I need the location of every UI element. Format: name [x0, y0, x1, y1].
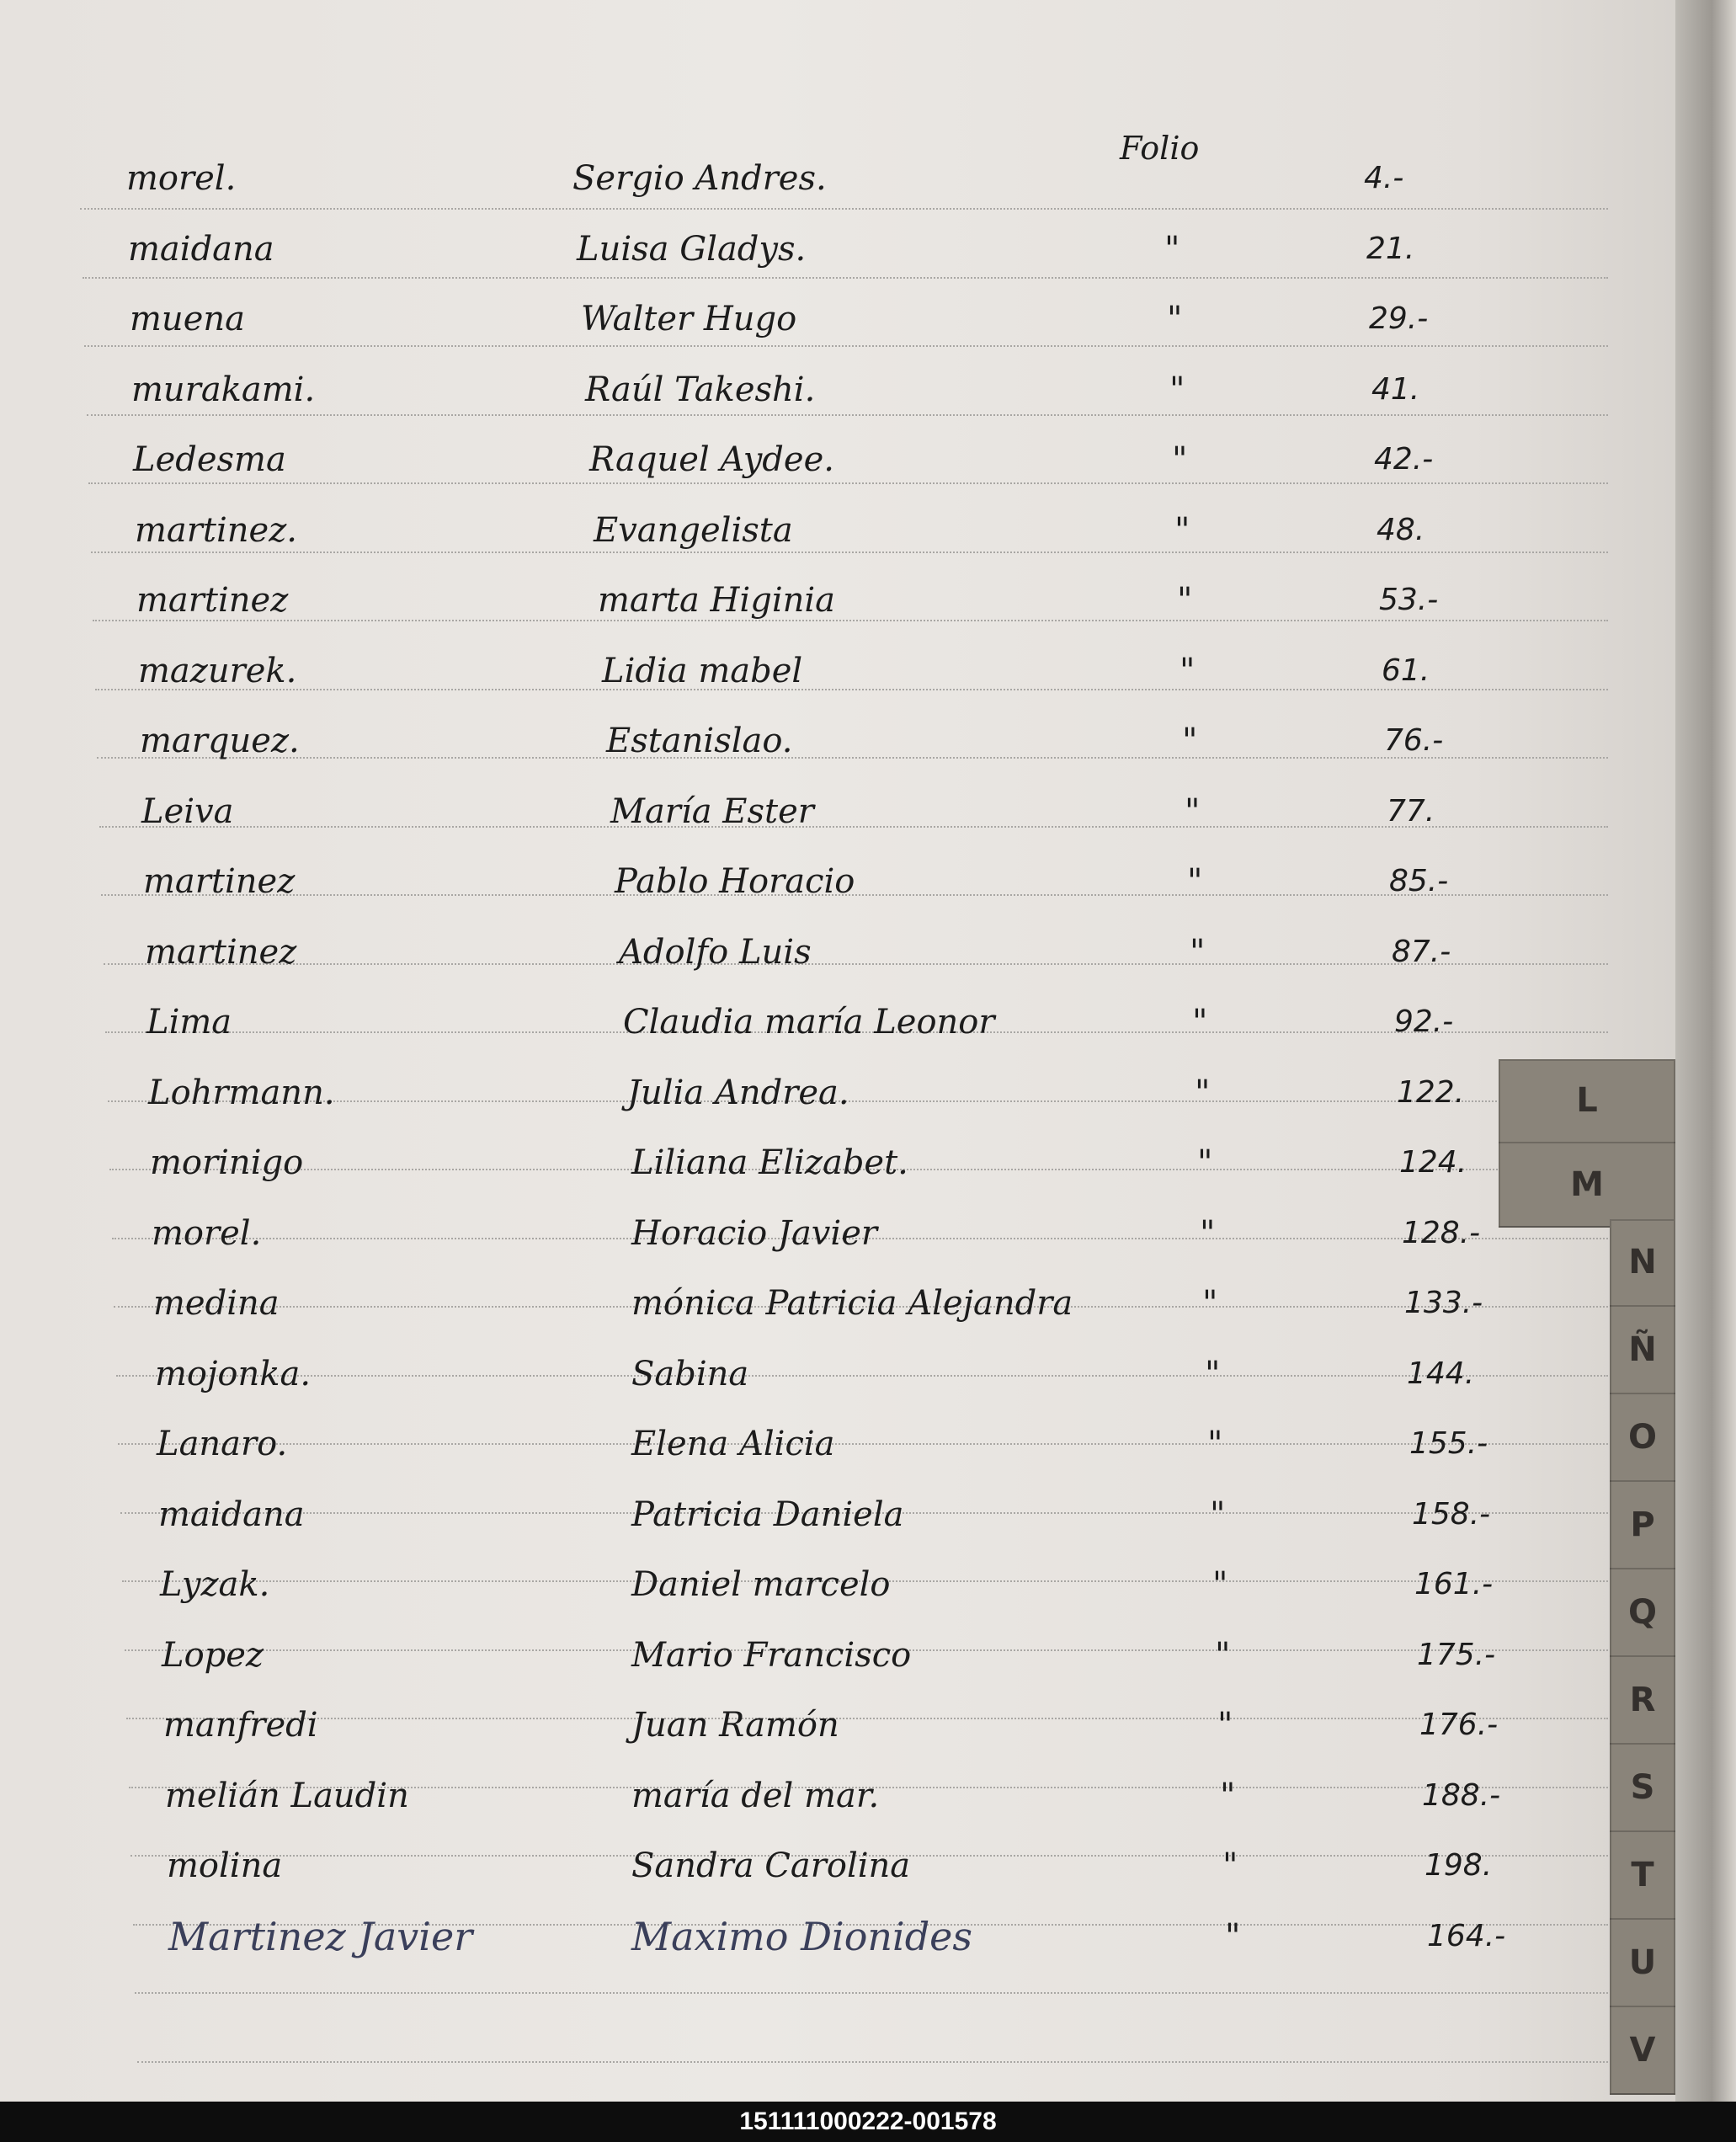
document-id-footer: 151111000222-001578 [0, 2102, 1736, 2142]
ruled-line [97, 757, 1608, 759]
index-tab-letter: Q [1610, 1569, 1675, 1657]
given-names-cell: Liliana Elizabet. [631, 1143, 908, 1182]
folio-column-header: Folio [1120, 130, 1200, 167]
surname-cell: morinigo [150, 1143, 304, 1182]
surname-cell: Ledesma [133, 440, 286, 479]
index-tab-letter: V [1610, 2007, 1675, 2095]
folio-number-cell: 133.- [1404, 1286, 1483, 1320]
given-names-cell: Julia Andrea. [627, 1074, 849, 1112]
index-tab[interactable] [1499, 1059, 1675, 1228]
ditto-mark: " [1212, 1565, 1228, 1604]
given-names-cell: Horacio Javier [631, 1214, 877, 1253]
surname-cell: Lyzak. [160, 1565, 270, 1604]
folio-number-cell: 144. [1407, 1356, 1475, 1391]
given-names-cell: Adolfo Luis [619, 933, 812, 972]
ruled-line [91, 551, 1609, 553]
folio-number-cell: 188.- [1422, 1778, 1501, 1813]
ditto-mark: " [1217, 1706, 1233, 1745]
ditto-mark: " [1180, 652, 1195, 690]
ditto-mark: " [1215, 1636, 1231, 1675]
surname-cell: muena [130, 300, 245, 338]
given-names-cell: Daniel marcelo [631, 1565, 891, 1604]
index-tab-letter: L [1499, 1059, 1675, 1143]
given-names-cell: Walter Hugo [581, 300, 797, 338]
given-names-cell: Sergio Andres. [572, 159, 827, 198]
surname-cell: Lopez [162, 1636, 264, 1675]
index-tab-letter: M [1499, 1143, 1675, 1228]
ruled-line [135, 1992, 1608, 1994]
index-tab-letter: R [1610, 1657, 1675, 1745]
surname-cell: martinez [143, 862, 296, 901]
folio-number-cell: 42.- [1374, 442, 1434, 477]
ditto-mark: " [1164, 230, 1180, 269]
surname-cell: maidana [128, 230, 274, 269]
surname-cell: Lima [146, 1003, 232, 1042]
given-names-cell: Raquel Aydee. [589, 440, 834, 479]
surname-cell: martinez [145, 933, 297, 972]
ditto-mark: " [1187, 862, 1203, 901]
given-names-cell: Raúl Takeshi. [585, 370, 816, 409]
ditto-mark: " [1220, 1777, 1236, 1815]
ruled-line [88, 482, 1608, 484]
surname-cell: murakami. [131, 370, 316, 409]
ditto-mark: " [1174, 511, 1190, 550]
given-names-cell: María Ester [610, 792, 814, 831]
ruled-line [104, 963, 1609, 965]
ruled-line [80, 208, 1608, 210]
given-names-cell: Maximo Dionides [631, 1914, 973, 1959]
ditto-mark: " [1222, 1846, 1238, 1885]
ruled-line [137, 2061, 1609, 2063]
index-tab-letter: T [1610, 1832, 1675, 1920]
surname-cell: mojonka. [155, 1355, 312, 1393]
folio-number-cell: 77. [1387, 794, 1435, 829]
surname-cell: martinez. [135, 511, 297, 550]
surname-cell: marquez. [140, 722, 300, 760]
page-edge [1675, 0, 1736, 2102]
folio-number-cell: 87.- [1392, 935, 1451, 969]
folio-number-cell: 85.- [1389, 864, 1449, 898]
index-tab-letter: U [1610, 1920, 1675, 2007]
surname-cell: medina [153, 1284, 280, 1323]
folio-number-cell: 61. [1382, 653, 1430, 688]
given-names-cell: Sandra Carolina [631, 1846, 911, 1885]
ditto-mark: " [1177, 581, 1193, 620]
ditto-mark: " [1185, 792, 1201, 831]
given-names-cell: Elena Alicia [631, 1425, 835, 1463]
ruled-line [118, 1443, 1608, 1445]
ditto-mark: " [1205, 1355, 1221, 1393]
ruled-line [99, 826, 1609, 828]
ditto-mark: " [1167, 300, 1183, 338]
folio-number-cell: 29.- [1369, 301, 1429, 336]
given-names-cell: mónica Patricia Alejandra [631, 1284, 1073, 1323]
folio-number-cell: 164.- [1427, 1919, 1506, 1953]
ruled-line [126, 1718, 1608, 1719]
index-tab-letter: O [1610, 1394, 1675, 1482]
folio-number-cell: 48. [1377, 513, 1425, 547]
ditto-mark: " [1197, 1143, 1213, 1182]
given-names-cell: marta Higinia [598, 581, 836, 620]
folio-number-cell: 21. [1366, 232, 1415, 266]
index-tab-letter: P [1610, 1482, 1675, 1569]
ditto-mark: " [1225, 1917, 1241, 1956]
given-names-cell: Patricia Daniela [631, 1495, 904, 1534]
given-names-cell: Sabina [631, 1355, 749, 1393]
folio-number-cell: 41. [1371, 372, 1420, 407]
given-names-cell: Evangelista [594, 511, 793, 550]
surname-cell: melián Laudin [165, 1777, 409, 1815]
folio-number-cell: 92.- [1394, 1004, 1454, 1039]
surname-cell: manfredi [163, 1706, 318, 1745]
given-names-cell: Pablo Horacio [615, 862, 855, 901]
index-tab-letter: S [1610, 1745, 1675, 1832]
folio-number-cell: 76.- [1384, 723, 1444, 758]
surname-cell: Lanaro. [157, 1425, 288, 1463]
ditto-mark: " [1210, 1495, 1226, 1534]
surname-cell: morel. [152, 1214, 262, 1253]
surname-cell: morel. [126, 159, 237, 198]
folio-number-cell: 161.- [1414, 1567, 1494, 1601]
folio-number-cell: 176.- [1419, 1708, 1499, 1742]
folio-number-cell: 122. [1397, 1075, 1465, 1110]
folio-number-cell: 198. [1424, 1848, 1493, 1883]
folio-number-cell: 155.- [1409, 1426, 1488, 1461]
surname-cell: Martinez Javier [168, 1914, 473, 1959]
surname-cell: Leiva [141, 792, 234, 831]
ruled-line [87, 414, 1609, 416]
given-names-cell: Mario Francisco [631, 1636, 912, 1675]
folio-number-cell: 124. [1399, 1145, 1467, 1180]
ditto-mark: " [1172, 440, 1188, 479]
given-names-cell: Luisa Gladys. [577, 230, 807, 269]
ruled-line [116, 1375, 1609, 1377]
folio-number-cell: 158.- [1412, 1497, 1491, 1532]
ditto-mark: " [1195, 1074, 1211, 1112]
surname-cell: mazurek. [138, 652, 297, 690]
ditto-mark: " [1182, 722, 1198, 760]
index-tab-letter: N [1610, 1219, 1675, 1307]
index-tab-letter: Ñ [1610, 1307, 1675, 1394]
ditto-mark: " [1207, 1425, 1223, 1463]
folio-number-cell: 175.- [1417, 1638, 1496, 1672]
ditto-mark: " [1200, 1214, 1216, 1253]
surname-cell: martinez [136, 581, 289, 620]
folio-number-cell: 53.- [1379, 583, 1439, 617]
ditto-mark: " [1192, 1003, 1208, 1042]
given-names-cell: Lidia mabel [602, 652, 803, 690]
given-names-cell: Claudia maría Leonor [623, 1003, 995, 1042]
ditto-mark: " [1202, 1284, 1218, 1323]
surname-cell: molina [167, 1846, 283, 1885]
surname-cell: maidana [158, 1495, 305, 1534]
folio-number-cell: 4.- [1364, 161, 1404, 195]
surname-cell: Lohrmann. [148, 1074, 335, 1112]
ditto-mark: " [1190, 933, 1206, 972]
ruled-line [84, 345, 1608, 347]
given-names-cell: maría del mar. [631, 1777, 880, 1815]
given-names-cell: Juan Ramón [631, 1706, 839, 1745]
ditto-mark: " [1169, 370, 1185, 409]
ruled-line [83, 277, 1609, 279]
folio-number-cell: 128.- [1402, 1216, 1481, 1250]
given-names-cell: Estanislao. [606, 722, 793, 760]
index-tab[interactable] [1610, 1219, 1675, 2095]
